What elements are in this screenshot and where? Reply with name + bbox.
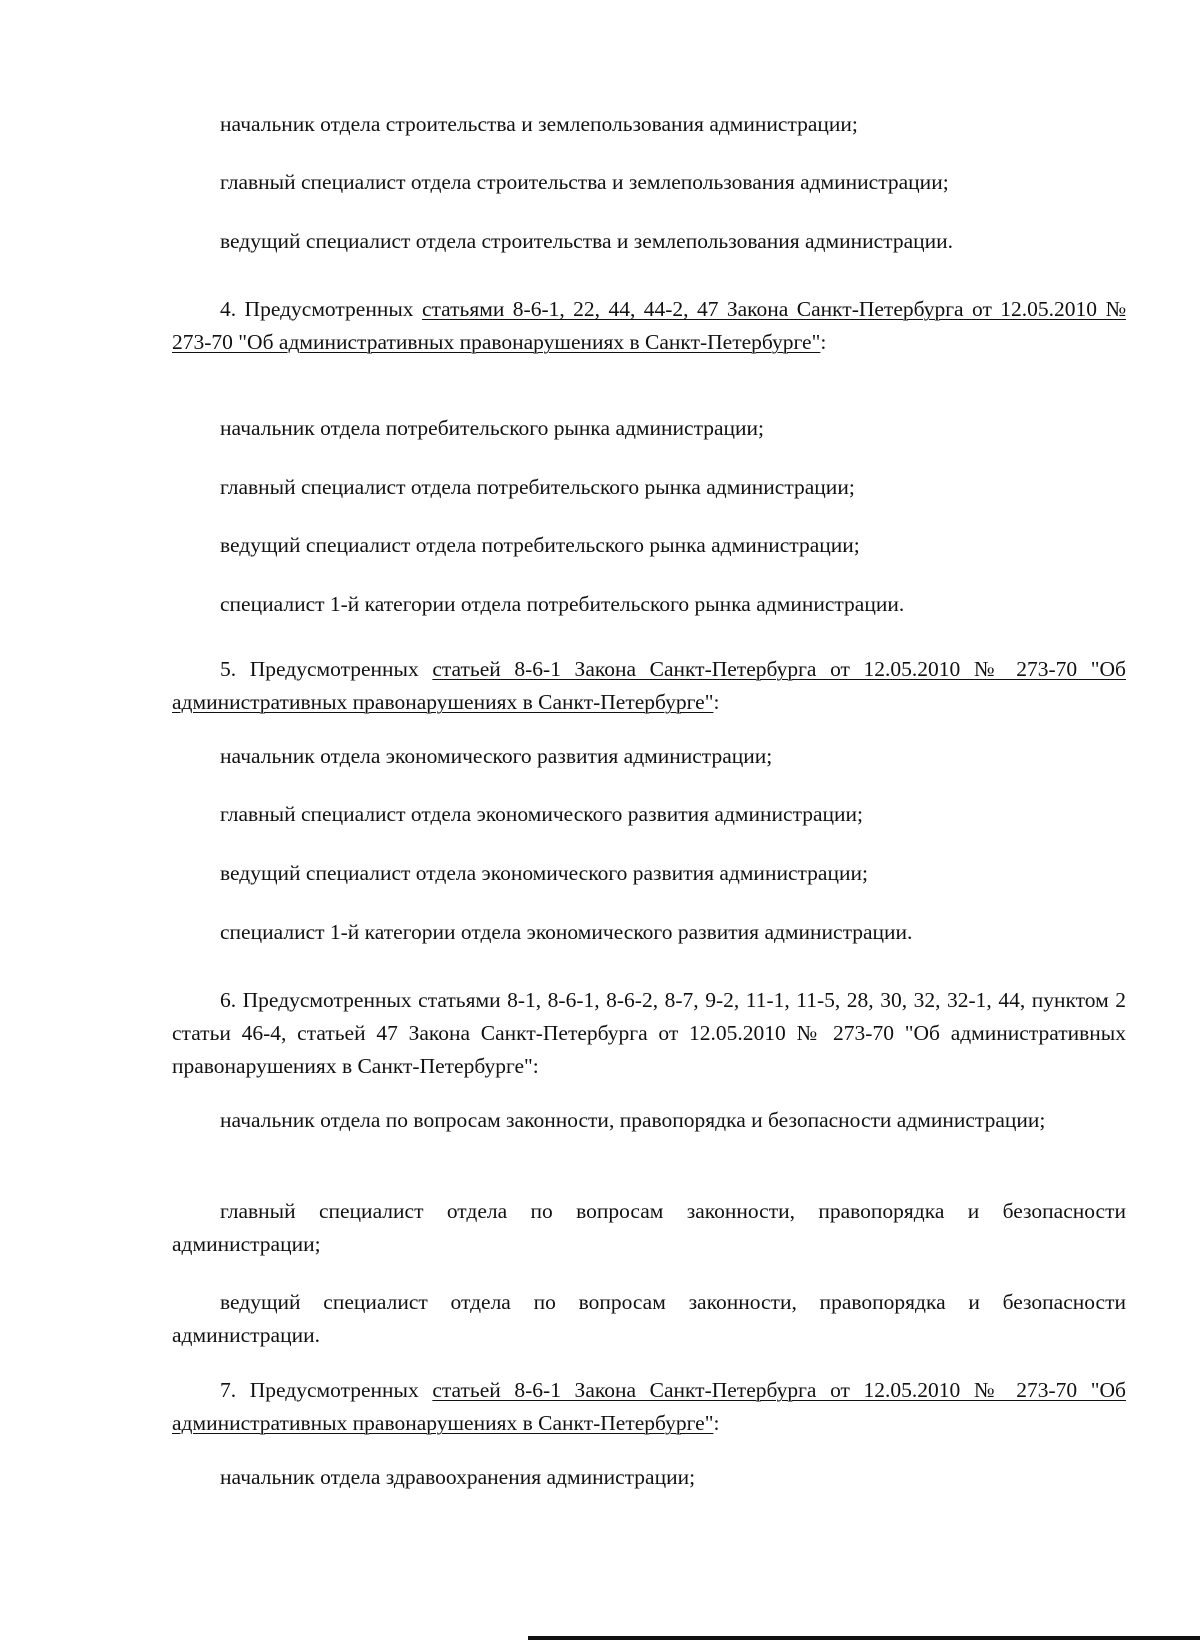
section-4-lead: 4. Предусмотренных <box>220 297 422 321</box>
list-item: главный специалист отдела по вопросам законности, правопорядка и безопасности администрации; <box>172 1199 1126 1256</box>
list-item: главный специалист отдела потребительского рынка администрации; <box>220 475 855 499</box>
section-5-lead: 5. Предусмотренных <box>220 657 433 681</box>
section-7-lead: 7. Предусмотренных <box>220 1378 433 1402</box>
list-item: специалист 1-й категории отдела потребительского рынка администрации. <box>220 592 905 616</box>
section-7-tail: : <box>713 1411 720 1435</box>
list-item: начальник отдела потребительского рынка администрации; <box>220 416 765 440</box>
list-item: начальник отдела экономического развития администрации; <box>220 744 773 768</box>
list-item: главный специалист отдела строительства и землепользования администрации; <box>220 170 949 194</box>
section-5-law-reference: статьей 8-6-1 Закона Санкт-Петербурга от 12.05.2010 № 273-70 "Об административных правонарушениях в Санкт-Петербурге" <box>172 657 1126 714</box>
section-4-law-reference: статьями 8-6-1, 22, 44, 44-2, 47 Закона Санкт-Петербурга от 12.05.2010 № 273-70 "Об административных правонарушениях в Санкт-Петербурге" <box>172 297 1126 354</box>
list-item: начальник отдела строительства и землепользования администрации; <box>220 112 858 136</box>
list-item: специалист 1-й категории отдела экономического развития администрации. <box>220 920 913 944</box>
list-item: начальник отдела здравоохранения администрации; <box>220 1465 696 1489</box>
list-item: ведущий специалист отдела по вопросам законности, правопорядка и безопасности администрации. <box>172 1290 1126 1347</box>
section-4-tail: : <box>820 330 827 354</box>
section-7-law-reference: статьей 8-6-1 Закона Санкт-Петербурга от 12.05.2010 № 273-70 "Об административных правонарушениях в Санкт-Петербурге" <box>172 1378 1126 1435</box>
list-item: главный специалист отдела экономического развития администрации; <box>220 802 864 826</box>
bottom-edge-rule <box>528 1636 1200 1640</box>
section-6-paragraph: 6. Предусмотренных статьями 8-1, 8-6-1, 8-6-2, 8-7, 9-2, 11-1, 11-5, 28, 30, 32, 32-1, 44, пунктом 2 статьи 46-4, статьей 47 Закона Санкт-Петербурга от 12.05.2010 № 273-70 "Об административных правонарушениях в Санкт-Петербурге": <box>172 988 1126 1078</box>
list-item: ведущий специалист отдела экономического развития администрации; <box>220 861 868 885</box>
list-item: ведущий специалист отдела строительства и землепользования администрации. <box>220 229 954 253</box>
list-item: ведущий специалист отдела потребительского рынка администрации; <box>220 533 860 557</box>
section-5-paragraph <box>172 653 1126 719</box>
section-4-paragraph <box>172 293 1126 359</box>
section-5-tail: : <box>713 690 720 714</box>
section-7-paragraph <box>172 1374 1126 1440</box>
list-item: начальник отдела по вопросам законности, правопорядка и безопасности администрации; <box>220 1108 1046 1132</box>
